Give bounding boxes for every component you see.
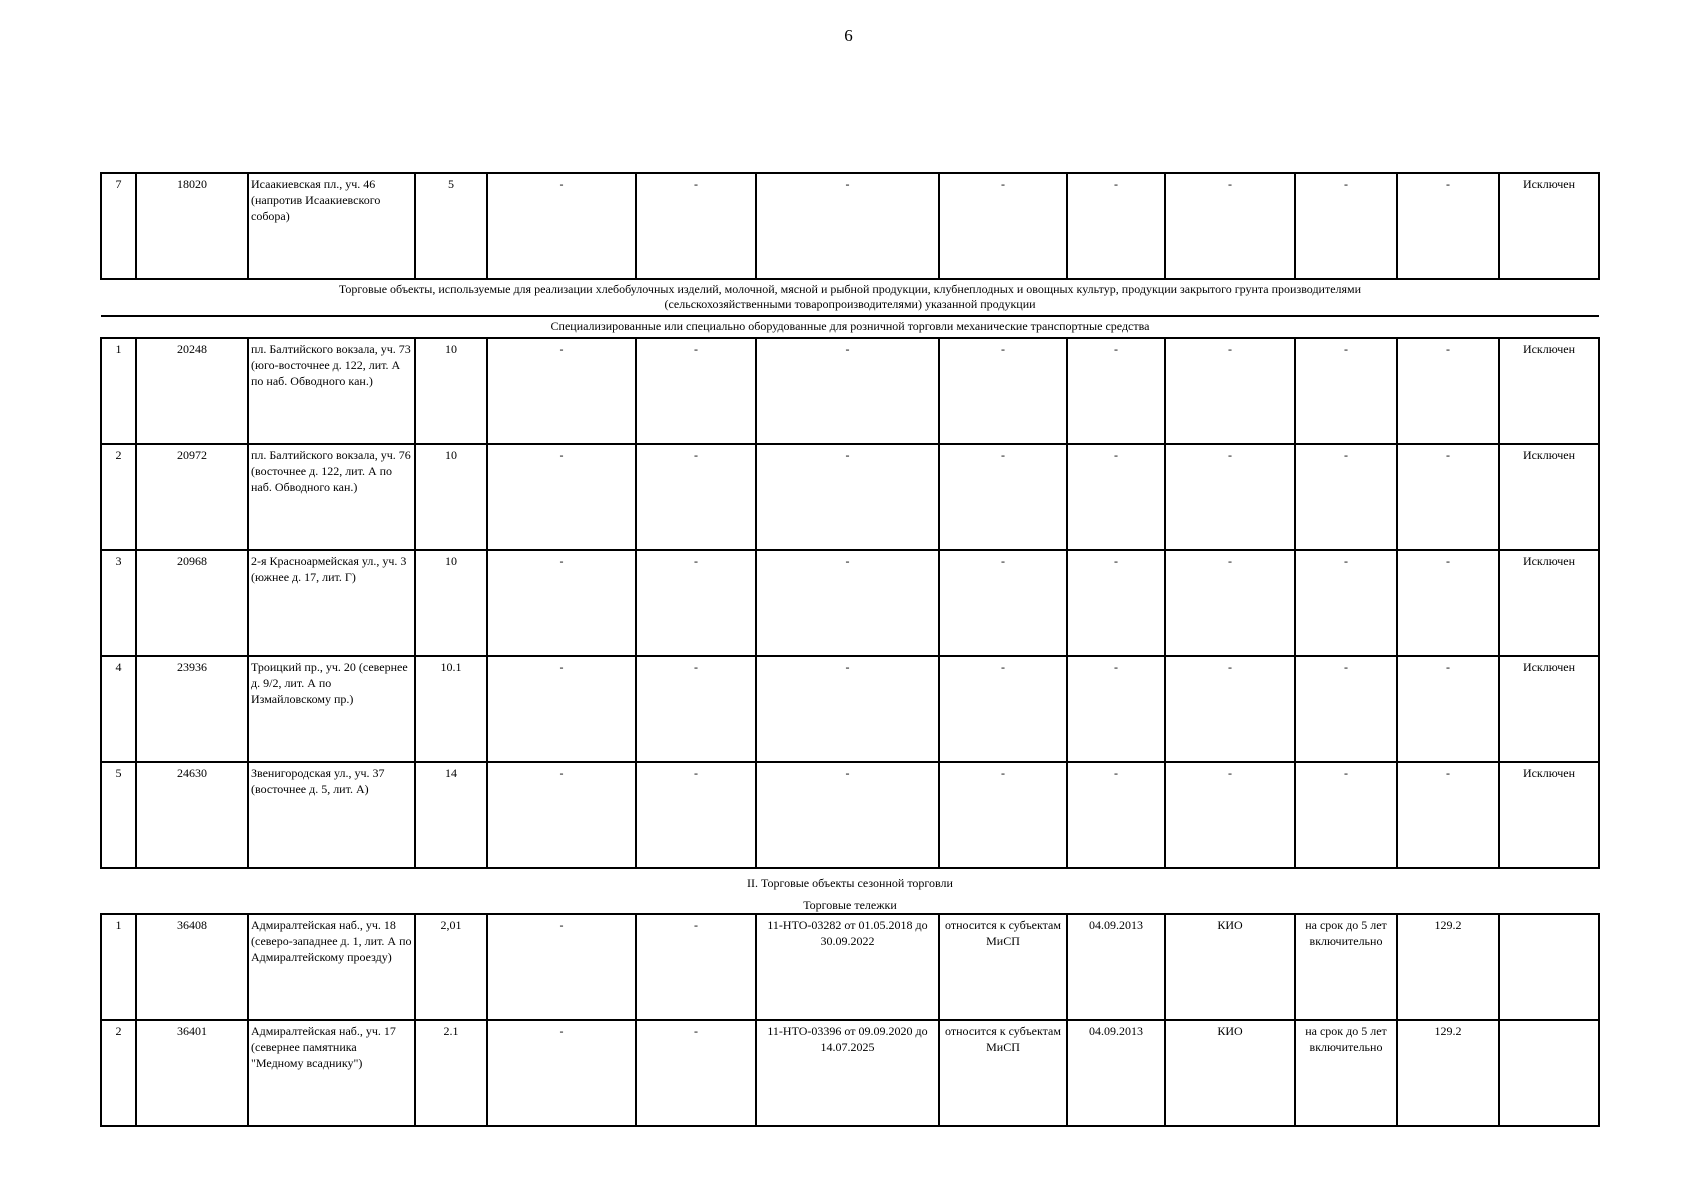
cell-status [1499,914,1599,1020]
cell-area: 2,01 [415,914,487,1020]
cell-code: 20968 [136,550,248,656]
cell-authority: - [1165,444,1295,550]
cell-address: пл. Балтийского вокзала, уч. 76 (восточнее д. 122, лит. А по наб. Обводного кан.) [248,444,415,550]
cell-authority: КИО [1165,1020,1295,1126]
cell-contract: - [756,762,939,868]
cell-number: 2 [101,444,136,550]
cell-date: - [1067,550,1165,656]
cell-term: - [1295,444,1397,550]
cell-status: Исключен [1499,173,1599,279]
cell-contract: - [756,550,939,656]
cell-col5: - [487,762,636,868]
cell-date: - [1067,338,1165,444]
table-row [101,550,1599,656]
cell-col6: - [636,444,756,550]
cell-term: - [1295,550,1397,656]
cell-term: на срок до 5 лет включительно [1295,1020,1397,1126]
cell-code: 23936 [136,656,248,762]
cell-address: Адмиралтейская наб., уч. 17 (севернее памятника "Медному всаднику") [248,1020,415,1126]
cell-term: на срок до 5 лет включительно [1295,914,1397,1020]
cell-code: 24630 [136,762,248,868]
cell-authority: КИО [1165,914,1295,1020]
cell-area: 10.1 [415,656,487,762]
cell-number: 4 [101,656,136,762]
cell-contract: - [756,173,939,279]
cell-address: Троицкий пр., уч. 20 (севернее д. 9/2, лит. А по Измайловскому пр.) [248,656,415,762]
cell-code: 36401 [136,1020,248,1126]
cell-col5: - [487,914,636,1020]
subgroup-caption-row [101,316,1599,338]
section-title: II. Торговые объекты сезонной торговли [747,876,953,890]
group-caption: Торговые объекты, используемые для реализации хлебобулочных изделий, молочной, мясной и рыбной продукции, клубнеплодных и овощных культур, продукции закрытого грунта производителями (сельскохозяйственными товаропроизводителями) указанной продукции [338,282,1362,311]
cell-number: 1 [101,338,136,444]
cell-term: - [1295,338,1397,444]
cell-number: 3 [101,550,136,656]
cell-authority: - [1165,173,1295,279]
cell-category: относится к субъектам МиСП [939,1020,1067,1126]
cell-value: 129.2 [1397,1020,1499,1126]
table-row [101,338,1599,444]
table-row [101,914,1599,1020]
cell-code: 20972 [136,444,248,550]
cell-col6: - [636,338,756,444]
cell-col5: - [487,550,636,656]
cell-authority: - [1165,338,1295,444]
cell-col6: - [636,550,756,656]
cell-number: 5 [101,762,136,868]
cell-col5: - [487,1020,636,1126]
cell-contract: 11-НТО-03396 от 09.09.2020 до 14.07.2025 [756,1020,939,1126]
cell-address: пл. Балтийского вокзала, уч. 73 (юго-восточнее д. 122, лит. А по наб. Обводного кан.) [248,338,415,444]
cell-category: - [939,550,1067,656]
cell-area: 14 [415,762,487,868]
cell-col5: - [487,173,636,279]
cell-area: 5 [415,173,487,279]
cell-area: 10 [415,444,487,550]
cell-address: Адмиралтейская наб., уч. 18 (северо-западнее д. 1, лит. А по Адмиралтейскому проезду) [248,914,415,1020]
cell-value: - [1397,550,1499,656]
table-row [101,173,1599,279]
cell-date: 04.09.2013 [1067,1020,1165,1126]
cell-col5: - [487,444,636,550]
cell-term: - [1295,762,1397,868]
cell-category: - [939,173,1067,279]
registry-table [100,172,1598,1127]
section-caption-row [101,868,1599,914]
cell-col6: - [636,1020,756,1126]
cell-contract: - [756,444,939,550]
cell-col5: - [487,656,636,762]
cell-status [1499,1020,1599,1126]
cell-contract: - [756,338,939,444]
page-number: 6 [844,26,853,45]
cell-number: 1 [101,914,136,1020]
group-caption-row [101,279,1599,316]
cell-address: Звенигородская ул., уч. 37 (восточнее д. 5, лит. А) [248,762,415,868]
subgroup-caption: Специализированные или специально оборудованные для розничной торговли механические транспортные средства [550,319,1150,333]
cell-authority: - [1165,762,1295,868]
cell-code: 18020 [136,173,248,279]
table-row [101,1020,1599,1126]
cell-category: - [939,656,1067,762]
cell-code: 20248 [136,338,248,444]
cell-col5: - [487,338,636,444]
cell-status: Исключен [1499,762,1599,868]
cell-code: 36408 [136,914,248,1020]
cell-date: - [1067,173,1165,279]
cell-value: - [1397,762,1499,868]
cell-category: - [939,762,1067,868]
cell-term: - [1295,173,1397,279]
cell-area: 2.1 [415,1020,487,1126]
cell-number: 2 [101,1020,136,1126]
cell-category: относится к субъектам МиСП [939,914,1067,1020]
cell-value: - [1397,338,1499,444]
cell-category: - [939,338,1067,444]
cell-col6: - [636,173,756,279]
cell-contract: - [756,656,939,762]
cell-authority: - [1165,550,1295,656]
cell-category: - [939,444,1067,550]
cell-value: 129.2 [1397,914,1499,1020]
grid-table [100,172,1600,1127]
table-row [101,762,1599,868]
cell-col6: - [636,762,756,868]
cell-area: 10 [415,338,487,444]
cell-date: - [1067,656,1165,762]
table-row [101,656,1599,762]
cell-status: Исключен [1499,338,1599,444]
cell-col6: - [636,656,756,762]
cell-term: - [1295,656,1397,762]
cell-date: - [1067,762,1165,868]
cell-value: - [1397,173,1499,279]
cell-area: 10 [415,550,487,656]
cell-col6: - [636,914,756,1020]
table-row [101,444,1599,550]
cell-date: 04.09.2013 [1067,914,1165,1020]
cell-value: - [1397,656,1499,762]
cell-status: Исключен [1499,550,1599,656]
cell-status: Исключен [1499,444,1599,550]
cell-contract: 11-НТО-03282 от 01.05.2018 до 30.09.2022 [756,914,939,1020]
cell-authority: - [1165,656,1295,762]
cell-value: - [1397,444,1499,550]
cell-address: Исаакиевская пл., уч. 46 (напротив Исаакиевского собора) [248,173,415,279]
cell-date: - [1067,444,1165,550]
cell-number: 7 [101,173,136,279]
section-subtitle: Торговые тележки [803,898,897,912]
cell-status: Исключен [1499,656,1599,762]
cell-address: 2-я Красноармейская ул., уч. 3 (южнее д. 17, лит. Г) [248,550,415,656]
